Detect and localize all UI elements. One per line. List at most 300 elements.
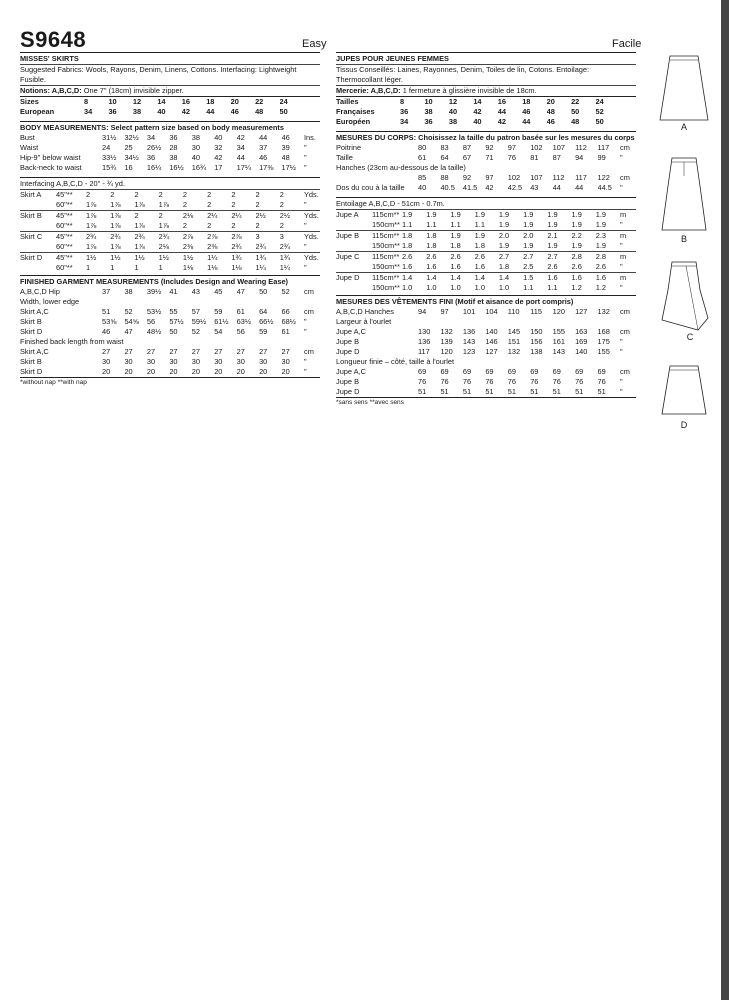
cell-value: 151 [507, 337, 521, 346]
cell-value: 169 [575, 337, 588, 346]
cell-value: 1⅞ [110, 200, 121, 209]
view-label-a: A [680, 122, 687, 132]
row-label: Waist [20, 143, 39, 152]
cell-value: 25 [124, 143, 133, 152]
row-label: Back-neck to waist [20, 163, 82, 172]
cell-value: 1⅞ [158, 221, 169, 230]
cell-unit: " [304, 221, 307, 230]
row-label [336, 262, 372, 273]
cell-value: 17½ [281, 163, 296, 172]
size-value: 40 [473, 117, 482, 126]
cell-unit [304, 107, 320, 117]
cell-value: 36 [146, 153, 156, 162]
cell-value: 1⅞ [86, 221, 97, 230]
cell-unit: " [304, 242, 307, 251]
cell-value: 41.5 [462, 183, 478, 192]
cell-value: 1.1 [450, 220, 461, 229]
table-row [20, 143, 320, 153]
cell-value: 2¾ [134, 232, 145, 241]
table-row [20, 133, 320, 143]
finished-measurements-table [336, 307, 636, 398]
cell-value: 42 [214, 153, 223, 162]
size-value: 42 [497, 117, 506, 126]
row-label: Skirt D [20, 253, 43, 262]
cell-unit [304, 97, 320, 108]
cell-value: 37 [259, 143, 268, 152]
cell-value: 20 [236, 367, 245, 376]
cell-value: 130 [418, 327, 431, 336]
row-label [20, 263, 56, 273]
cell-value: 69 [507, 367, 516, 376]
cell-value: 20 [102, 367, 111, 376]
cell-value: 2⅞ [182, 232, 194, 241]
cell-value: 117 [597, 143, 610, 152]
interfacing-row: Interfacing A,B,C,D - 20" - ¾ yd. [20, 179, 125, 188]
size-value: 46 [230, 107, 239, 116]
size-value: 50 [571, 107, 580, 116]
cell-value: 155 [552, 327, 565, 336]
cell-value: 1⅞ [134, 221, 145, 230]
cell-value: 1.9 [547, 220, 558, 229]
cell-value: 1.9 [547, 241, 558, 250]
cell-value: 40.5 [440, 183, 455, 192]
row-label: Européen [336, 117, 371, 126]
size-value: 22 [571, 97, 580, 106]
table-row [336, 107, 636, 117]
cell-value: 1.9 [498, 241, 510, 250]
size-value: 40 [448, 107, 458, 116]
cell-value: 47 [124, 327, 133, 336]
row-label: Poitrine [336, 143, 362, 152]
difficulty-en: Easy [302, 38, 327, 50]
cell-value: 51 [440, 387, 449, 396]
cell-value: 1.1 [402, 220, 413, 229]
cell-unit: " [620, 377, 623, 386]
table-row [20, 200, 320, 211]
table-row [336, 262, 636, 273]
interfacing-yardage [20, 177, 320, 189]
cell-unit: Ins. [304, 133, 316, 142]
row-label: Skirt A,C [20, 307, 49, 316]
cell-value: 92 [485, 143, 494, 152]
cell-value: 59 [214, 307, 223, 316]
cell-value: 2¾ [231, 242, 242, 251]
cell-unit: m [620, 252, 627, 261]
row-label [20, 242, 56, 253]
cell-value: 80 [418, 143, 427, 152]
fabric-width: 45"** [56, 211, 73, 220]
cell-value: 1.9 [571, 241, 582, 250]
cell-value: 27 [124, 347, 133, 356]
cell-value: 61½ [214, 317, 229, 326]
row-label: Jupe A [336, 210, 359, 219]
size-value: 18 [522, 97, 531, 106]
cell-value: 156 [530, 337, 543, 346]
table-row [20, 253, 320, 264]
cell-value: 1.4 [426, 273, 437, 282]
interfacing-text: Thermocollant léger. [336, 75, 403, 84]
cell-value: 117 [418, 347, 430, 356]
row-label: Jupe B [336, 377, 360, 386]
cell-value: 1.8 [402, 231, 413, 240]
skirt-view-d [652, 364, 720, 464]
cell-value: 52 [191, 327, 200, 336]
cell-value: 67 [462, 153, 472, 162]
row-label: Finished back length from waist [20, 337, 124, 346]
english-column [20, 52, 320, 388]
row-label: Jupe D [336, 347, 360, 356]
cell-value: 2 [279, 200, 284, 209]
fabric-width: 60"** [56, 263, 73, 272]
table-row [20, 357, 320, 367]
table-row [20, 232, 320, 243]
size-value: 46 [522, 107, 531, 116]
size-value: 12 [132, 97, 142, 106]
size-value: 36 [108, 107, 117, 116]
fabric-width: 45"** [56, 190, 73, 199]
row-label: Skirt B [20, 357, 42, 366]
cell-value: 66 [281, 307, 290, 316]
cell-value: 56 [236, 327, 245, 336]
cell-unit [620, 97, 636, 108]
cell-value: 107 [530, 173, 543, 182]
cell-value: 20 [124, 367, 133, 376]
cell-unit: " [304, 263, 307, 272]
cell-value: 1½ [158, 253, 169, 262]
cell-value: 30 [146, 357, 156, 366]
size-value: 18 [206, 97, 215, 106]
notions-line [336, 85, 636, 96]
cell-value: 1.6 [450, 262, 461, 271]
size-value: 38 [448, 117, 458, 126]
cell-value: 17 [214, 163, 223, 172]
row-label: Skirt D [20, 367, 43, 376]
row-label [336, 283, 372, 293]
cell-value: 1.2 [595, 283, 607, 292]
cell-value: 15¾ [102, 163, 117, 172]
cell-value: 17⅜ [259, 163, 274, 172]
sizes-table [20, 96, 320, 117]
table-row [336, 317, 636, 327]
size-value: 36 [424, 117, 433, 126]
cell-value: 28 [169, 143, 178, 152]
body-measurements-title [336, 131, 636, 143]
size-value: 24 [279, 97, 288, 106]
cell-value: 76 [507, 153, 516, 162]
cell-value: 53½ [146, 307, 162, 316]
size-value: 20 [230, 97, 239, 106]
table-row [336, 283, 636, 293]
cell-value: 2.7 [523, 252, 534, 261]
cell-value: 16¼ [146, 163, 162, 172]
row-label [336, 220, 372, 231]
cell-unit: " [620, 387, 623, 396]
cell-value: 81 [530, 153, 539, 162]
row-label: Largeur à l'ourlet [336, 317, 392, 326]
cell-value: 2½ [279, 211, 291, 220]
cell-value: 127 [485, 347, 498, 356]
cell-value: 30 [124, 357, 133, 366]
cell-value: 1½ [86, 253, 97, 262]
cell-value: 110 [507, 307, 520, 316]
cell-value: 1⅞ [86, 200, 97, 209]
fabric-width: 115cm** [372, 231, 400, 240]
cell-value: 1.0 [498, 283, 510, 292]
cell-value: 76 [530, 377, 539, 386]
cell-value: 1.9 [498, 220, 510, 229]
table-row [336, 173, 636, 183]
cell-value: 52 [124, 307, 133, 316]
row-label: A,B,C,D Hip [20, 287, 60, 296]
size-value: 46 [546, 117, 555, 126]
cell-value: 44 [259, 133, 268, 142]
table-row [336, 347, 636, 357]
cell-value: 94 [575, 153, 584, 162]
body-measurements-table [336, 143, 636, 193]
cell-value: 2 [207, 221, 212, 230]
cell-value: 39 [281, 143, 290, 152]
size-value: 48 [571, 117, 580, 126]
cell-value: 27 [281, 347, 290, 356]
row-label: Skirt B [20, 211, 42, 220]
fabric-width: 60"** [56, 221, 73, 230]
cell-value: 112 [552, 173, 565, 182]
cell-value: 1.9 [450, 210, 461, 219]
cell-value: 2 [207, 190, 212, 199]
cell-value: 16 [124, 163, 133, 172]
row-label: European [20, 107, 55, 116]
fabric-width: 45"** [56, 232, 73, 241]
cell-value: 1.0 [450, 283, 461, 292]
cell-value: 57½ [169, 317, 184, 326]
cell-value: 1.6 [474, 262, 485, 271]
cell-value: 2.7 [547, 252, 558, 261]
cell-value: 76 [462, 377, 472, 386]
cell-unit: " [620, 347, 623, 356]
size-value: 42 [473, 107, 482, 116]
cell-value: 2½ [255, 211, 266, 220]
size-value: 44 [522, 117, 531, 126]
row-label: Jupe B [336, 231, 360, 240]
view-label-d: D [680, 420, 688, 430]
cell-value: 2 [182, 200, 187, 209]
cell-value: 30 [169, 357, 178, 366]
cell-value: 2 [207, 200, 212, 209]
body-title: MESURES DU CORPS: Choisissez la taille du patron basée sur les mesures du corps [336, 133, 635, 142]
cell-unit: " [620, 220, 623, 229]
cell-value: 175 [597, 337, 610, 346]
cell-unit: cm [304, 347, 314, 356]
cell-value: 150 [530, 327, 543, 336]
cell-value: 53⅝ [102, 317, 117, 326]
finished-title: FINISHED GARMENT MEASUREMENTS (Includes Design and Wearing Ease) [20, 277, 289, 286]
cell-unit: " [304, 200, 307, 209]
row-label: Jupe C [336, 252, 360, 261]
cell-value: 1.9 [595, 210, 607, 219]
cell-value: 120 [440, 347, 453, 356]
cell-value: 63½ [236, 317, 252, 326]
cell-value: 2⅛ [182, 211, 194, 220]
cell-value: 1.1 [474, 220, 485, 229]
body-measurements-table [20, 133, 320, 173]
cell-value: 59 [259, 327, 268, 336]
cell-value: 87 [552, 153, 561, 162]
cell-value: 1.9 [571, 220, 582, 229]
finished-measurements-table [20, 287, 320, 378]
cell-value: 50 [259, 287, 268, 296]
notions-text: One 7" (18cm) invisible zipper. [83, 86, 184, 95]
cell-value: 2.8 [595, 252, 607, 261]
cell-value: 2⅜ [182, 242, 194, 251]
cell-value: 2¾ [158, 232, 169, 241]
cell-value: 1 [134, 263, 139, 272]
cell-unit: Yds. [304, 211, 319, 220]
table-row [20, 367, 320, 378]
cell-value: 27 [259, 347, 268, 356]
row-label: Skirt C [20, 232, 43, 241]
cell-value: 2 [255, 221, 260, 230]
cell-value: 2.6 [547, 262, 558, 271]
notions-line [20, 85, 320, 96]
cell-value: 1.9 [474, 231, 485, 240]
cell-value: 104 [485, 307, 498, 316]
cell-value: 1½ [182, 253, 194, 262]
cell-value: 51 [462, 387, 472, 396]
table-row [336, 357, 636, 367]
size-value: 44 [497, 107, 506, 116]
fabric-width: 115cm** [372, 210, 400, 219]
row-label [336, 173, 418, 183]
cell-value: 24 [102, 143, 111, 152]
table-row [20, 97, 320, 108]
cell-value: 2.0 [498, 231, 510, 240]
cell-value: 2 [86, 190, 91, 199]
cell-value: 2 [279, 221, 284, 230]
row-label [20, 221, 56, 232]
cell-value: 2.6 [450, 252, 461, 261]
interfacing-yardage [336, 197, 636, 209]
cell-value: 36 [169, 133, 178, 142]
row-label: Jupe D [336, 387, 360, 396]
cell-value: 42 [236, 133, 245, 142]
cell-value: 40 [214, 133, 223, 142]
cell-value: 1¾ [231, 253, 242, 262]
size-value: 36 [400, 107, 409, 116]
row-label: Skirt A,C [20, 347, 49, 356]
cell-value: 40 [191, 153, 200, 162]
cell-value: 120 [552, 307, 565, 316]
fabrics-label: Suggested Fabrics: [20, 65, 84, 74]
cell-value: 1⅞ [110, 221, 121, 230]
size-value: 48 [546, 107, 555, 116]
row-label: Hip-9" below waist [20, 153, 81, 162]
cell-value: 76 [575, 377, 584, 386]
cell-value: 1¾ [279, 253, 291, 262]
cell-value: 2.3 [595, 231, 607, 240]
cell-value: 1.6 [571, 273, 582, 282]
table-row [336, 163, 636, 173]
cell-value: 1.9 [547, 210, 558, 219]
cell-value: 1.9 [402, 210, 413, 219]
row-label: Jupe A,C [336, 327, 366, 336]
cell-value: 2 [182, 190, 187, 199]
cell-value: 76 [597, 377, 606, 386]
cell-value: 16¾ [191, 163, 207, 172]
cell-value: 20 [281, 367, 290, 376]
cell-value: 34 [236, 143, 245, 152]
cell-value: 2¾ [255, 242, 266, 251]
cell-value: 1¼ [255, 263, 266, 272]
fabric-width: 115cm** [372, 252, 400, 261]
cell-value: 1⅞ [110, 211, 121, 220]
table-row [336, 183, 636, 193]
cell-value: 1.1 [547, 283, 558, 292]
cell-value: 2 [134, 190, 139, 199]
cell-unit: " [620, 337, 623, 346]
table-row [336, 307, 636, 317]
table-row [336, 337, 636, 347]
cell-unit: " [304, 327, 307, 336]
cell-value: 2 [182, 221, 187, 230]
size-value: 52 [595, 107, 604, 116]
footnote-text: *sans sens **avec sens [336, 399, 404, 406]
cell-value: 27 [236, 347, 245, 356]
cell-value: 44 [575, 183, 584, 192]
yardage-table [20, 189, 320, 273]
cell-value: 1 [110, 263, 115, 272]
cell-value: 1.8 [474, 241, 485, 250]
notions-label: Notions: A,B,C,D: [20, 86, 82, 95]
size-value: 38 [132, 107, 142, 116]
cell-unit: Yds. [304, 190, 319, 199]
table-row [336, 252, 636, 263]
cell-value: 1⅞ [134, 200, 145, 209]
row-label: Width, lower edge [20, 297, 80, 306]
cell-value: 115 [530, 307, 542, 316]
body-title: BODY MEASUREMENTS: Select pattern size based on body measurements [20, 123, 284, 132]
cell-value: 2.6 [426, 252, 437, 261]
table-row [336, 377, 636, 387]
cell-value: 44 [552, 183, 561, 192]
cell-value: 30 [102, 357, 111, 366]
row-label: Jupe B [336, 337, 360, 346]
cell-value: 140 [575, 347, 588, 356]
cell-value: 2.6 [402, 252, 413, 261]
cell-value: 1.8 [402, 241, 413, 250]
cell-value: 99 [597, 153, 606, 162]
table-row [336, 143, 636, 153]
cell-value: 2⅛ [158, 242, 169, 251]
skirt-b-icon [652, 156, 716, 246]
row-label: Taille [336, 153, 353, 162]
view-label-b: B [680, 234, 687, 244]
cell-value: 30 [191, 143, 200, 152]
cell-value: 54 [214, 327, 223, 336]
cell-value: 2 [231, 200, 236, 209]
cell-unit: m [620, 210, 627, 219]
cell-unit: " [620, 283, 623, 292]
cell-value: 38 [169, 153, 178, 162]
cell-value: 2 [134, 211, 139, 220]
cell-value: 26½ [146, 143, 162, 152]
cell-value: 2¼ [207, 211, 218, 220]
cell-value: 51 [552, 387, 561, 396]
cell-value: 1¼ [279, 263, 291, 272]
cell-value: 3 [279, 232, 284, 241]
row-label [20, 200, 56, 211]
cell-value: 1⅛ [182, 263, 194, 272]
size-value: 16 [181, 97, 190, 106]
